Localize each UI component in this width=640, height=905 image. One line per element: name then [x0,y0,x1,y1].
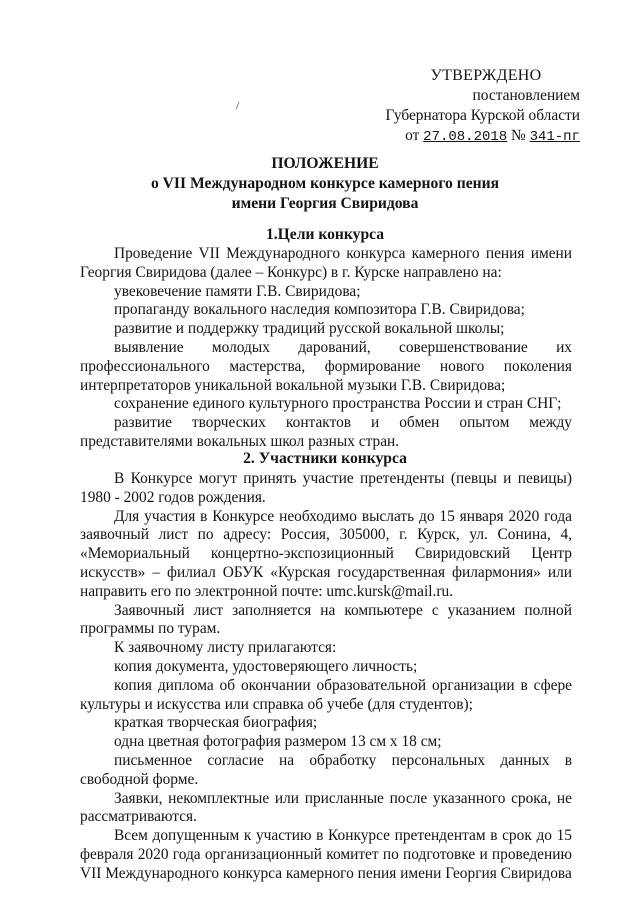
number-prefix: № [507,127,530,144]
document-subtitle-1: о VII Международном конкурсе камерного пения [150,175,500,192]
section-2-paragraph: одна цветная фотография размером 13 см х 18 см; [114,733,442,751]
section-2-paragraph: Для участия в Конкурсе необходимо выслать до 15 января 2020 года заявочный лист по адресу: Россия, 305000, г. Курск, ул. Сонина, 4, «Мемориальный концертно-экспозиционный Свиридовский Центр искусств» – филиал ОБУК «Курская государственная филармония» или направить его по электронной почте: umc.kursk@mail.ru. [80,507,572,600]
section-2-paragraph: копия диплома об окончании образовательной организации в сфере культуры и искусства или справка об учебе (для студентов); [80,676,572,713]
section-1-paragraph: развитие и поддержку традиций русской вокальной школы; [114,320,505,338]
section-1-title: 1.Цели конкурса [265,226,385,243]
section-1-paragraph: развитие творческих контактов и обмен опытом между представителями вокальных школ разных стран. [80,414,572,450]
section-2-paragraph: Заявки, некомплектные или присланные после указанного срока, не рассматриваются. [80,789,572,826]
section-1-paragraph: увековечение памяти Г.В. Свиридова; [114,282,361,300]
section-2-paragraph: Заявочный лист заполняется на компьютере с указанием полной программы по турам. [80,601,572,638]
section-2-paragraph: копия документа, удостоверяющего личность; [114,657,418,675]
approval-title: УТВЕРЖДЕНО [430,67,542,84]
document-title: ПОЛОЖЕНИЕ [271,155,379,172]
section-2-title: 2. Участники конкурса [243,450,407,467]
section-2-paragraph: письменное согласие на обработку персональных данных в свободной форме. [80,751,572,788]
approval-line-2: Губернатора Курской области [385,107,580,124]
stray-mark: / [236,98,240,112]
section-1-paragraph: выявление молодых дарований, совершенствование их профессионального мастерства, формирование нового поколения интерпретаторов уникальной вокальной музыки Г.В. Свиридова; [80,338,572,394]
section-1-paragraph: Проведение VII Международного конкурса камерного пения имени Георгия Свиридова (далее – Конкурс) в г. Курске направлено на: [80,245,572,281]
decree-number: 341-пг [529,129,580,145]
section-2-paragraph: В Конкурсе могут принять участие претенденты (певцы и певицы) 1980 - 2002 годов рождения. [80,470,572,506]
section-1-body [80,245,572,452]
date-prefix: от [405,127,424,144]
section-2-paragraph: Всем допущенным к участию в Конкурсе претендентам в срок до 15 февраля 2020 года организационный комитет по подготовке и проведению VII Международного конкурса камерного пения имени Георгия Свиридова [80,827,572,882]
approval-stamp [360,66,580,147]
section-2-paragraph: К заявочному листу прилагаются: [114,639,337,657]
decree-date: 27.08.2018 [423,129,508,145]
document-subtitle-2: имени Георгия Свиридова [231,195,419,212]
section-1-paragraph: пропаганду вокального наследия композитора Г.В. Свиридова; [114,301,525,319]
document-header [80,154,570,214]
section-2-body [80,470,572,884]
approval-line-1: постановлением [472,87,580,104]
section-1-paragraph: сохранение единого культурного пространства России и стран СНГ; [114,395,562,413]
section-2-paragraph: краткая творческая биография; [114,714,318,732]
approval-date-line [360,126,580,147]
